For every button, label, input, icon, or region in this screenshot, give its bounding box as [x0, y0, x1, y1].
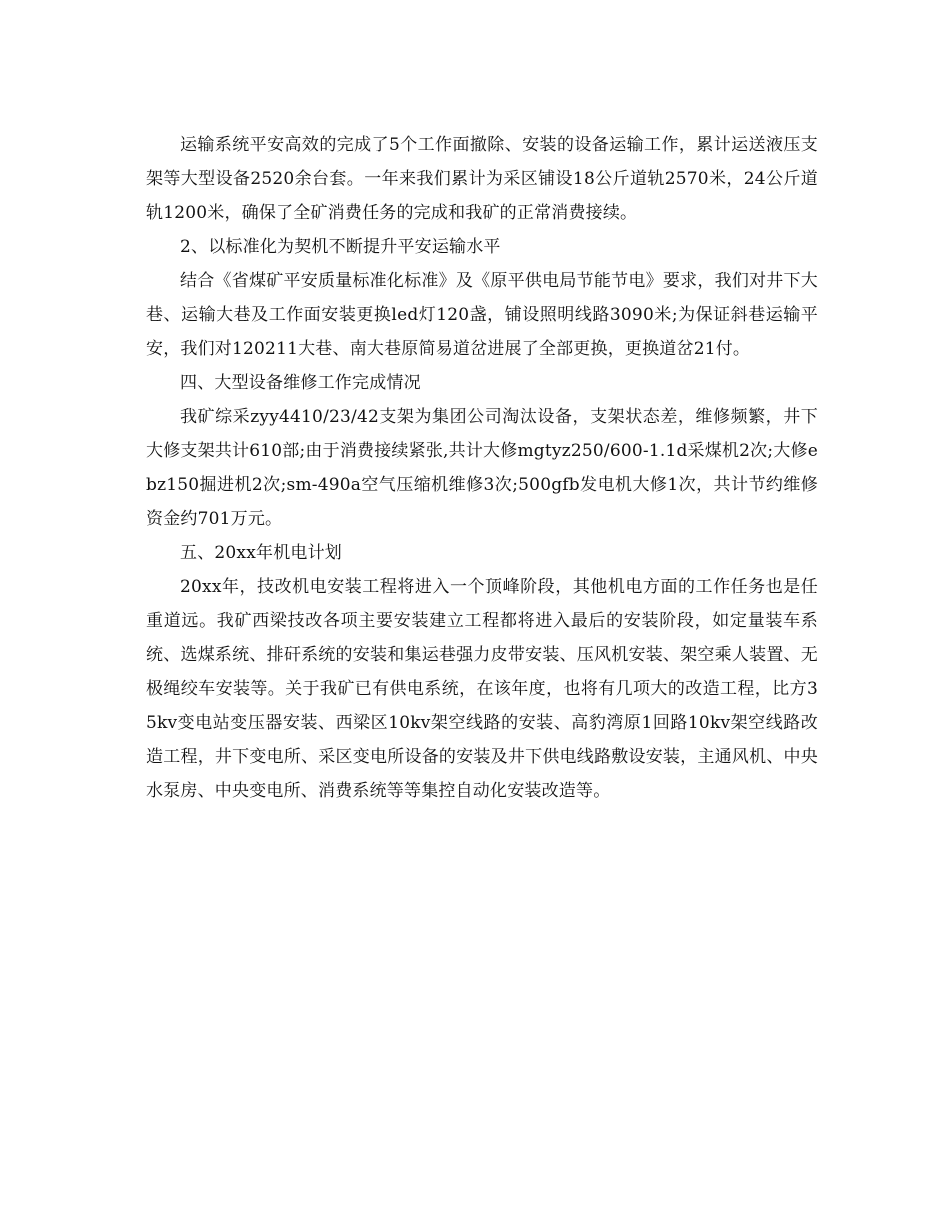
paragraph-transport-summary: 运输系统平安高效的完成了5个工作面撤除、安装的设备运输工作，累计运送液压支架等大型设备2520余台套。一年来我们累计为采区铺设18公斤道轨2570米，24公斤道轨1200米，确保了全矿消费任务的完成和我矿的正常消费接续。: [146, 135, 818, 223]
paragraph-lighting-and-switches: 结合《省煤矿平安质量标准化标准》及《原平供电局节能节电》要求，我们对井下大巷、运输大巷及工作面安装更换led灯120盏，铺设照明线路3090米;为保证斜巷运输平安，我们对120211大巷、南大巷原简易道岔进展了全部更换，更换道岔21付。: [146, 271, 818, 359]
paragraph-maintenance-details: 我矿综采zyy4410/23/42支架为集团公司淘汰设备，支架状态差，维修频繁，井下大修支架共计610部;由于消费接续紧张,共计大修mgtyz250/600-1.1d采煤机2次;大修ebz150掘进机2次;sm-490a空气压缩机维修3次;500gfb发电机大修1次，共计节约维修资金约701万元。: [146, 407, 818, 529]
heading-electromechanical-plan: 五、20xx年机电计划: [180, 543, 343, 563]
heading-standardization: 2、以标准化为契机不断提升平安运输水平: [180, 237, 501, 257]
document-body: [146, 128, 818, 808]
paragraph-plan-details: 20xx年，技改机电安装工程将进入一个顶峰阶段，其他机电方面的工作任务也是任重道远。我矿西梁技改各项主要安装建立工程都将进入最后的安装阶段，如定量装车系统、选煤系统、排矸系统的安装和集运巷强力皮带安装、压风机安装、架空乘人装置、无极绳绞车安装等。关于我矿已有供电系统，在该年度，也将有几项大的改造工程，比方35kv变电站变压器安装、西梁区10kv架空线路的安装、高豹湾原1回路10kv架空线路改造工程，井下变电所、采区变电所设备的安装及井下供电线路敷设安装，主通风机、中央水泵房、中央变电所、消费系统等等集控自动化安装改造等。: [146, 577, 818, 801]
heading-equipment-maintenance: 四、大型设备维修工作完成情况: [180, 373, 421, 393]
